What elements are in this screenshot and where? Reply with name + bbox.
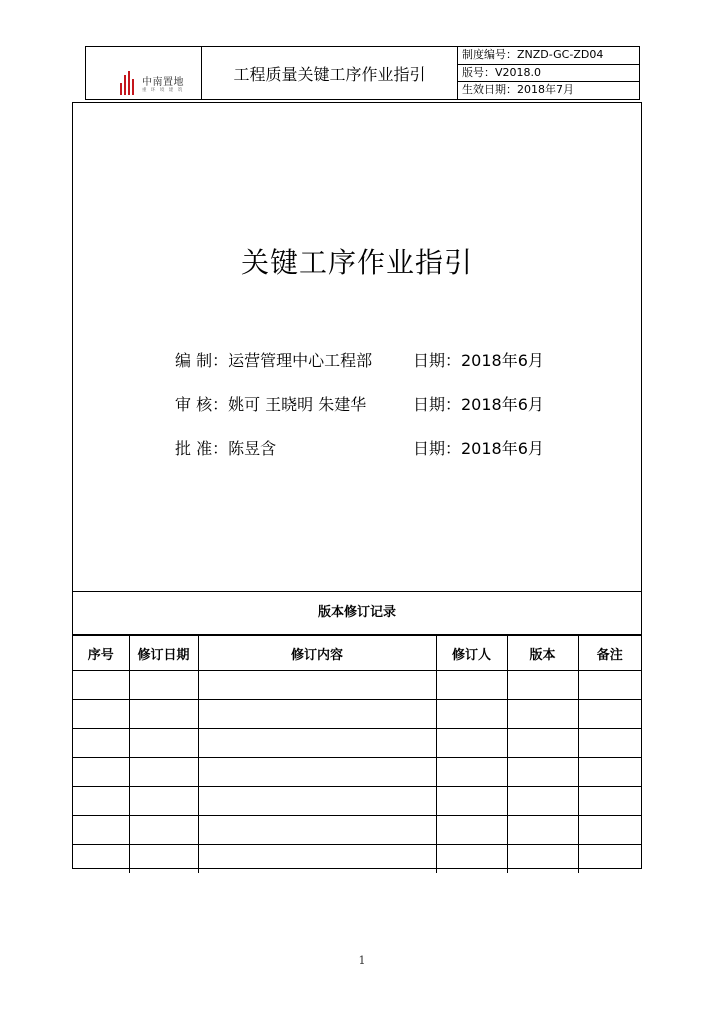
- effective-date: 生效日期：2018年7月: [462, 83, 574, 97]
- table-cell: [436, 700, 507, 729]
- page-number: 1: [358, 954, 366, 967]
- table-header-row: [73, 636, 641, 671]
- table-cell: [578, 729, 641, 758]
- col-reviser: 修订人: [436, 636, 507, 671]
- table-cell: [578, 700, 641, 729]
- table-cell: [198, 758, 436, 787]
- table-cell: [129, 671, 198, 700]
- document-title: 关键工序作业指引: [240, 246, 473, 279]
- table-cell: [129, 700, 198, 729]
- table-cell: [73, 816, 129, 845]
- table-cell: [129, 729, 198, 758]
- table-cell: [578, 845, 641, 874]
- header-meta: [458, 47, 639, 99]
- table-cell: [198, 787, 436, 816]
- header-title: 工程质量关键工序作业指引: [202, 47, 458, 99]
- table-cell: [436, 671, 507, 700]
- table-cell: [129, 787, 198, 816]
- table-cell: [129, 816, 198, 845]
- table-cell: [73, 729, 129, 758]
- table-cell: [129, 845, 198, 874]
- table-cell: [198, 671, 436, 700]
- table-cell: [73, 787, 129, 816]
- doc-code: 制度编号：ZNZD-GC-ZD04: [458, 47, 639, 65]
- table-cell: [578, 787, 641, 816]
- signature-approver: 批 准：陈昱含: [175, 439, 277, 458]
- col-seq: 序号: [73, 636, 129, 671]
- table-cell: [436, 845, 507, 874]
- table-cell: [507, 787, 578, 816]
- table-cell: [198, 700, 436, 729]
- table-cell: [73, 700, 129, 729]
- company-logo: [86, 47, 202, 99]
- revision-table: [73, 635, 641, 873]
- table-cell: [129, 758, 198, 787]
- table-cell: [507, 816, 578, 845]
- logo-text: 中南置地: [142, 77, 184, 88]
- table-cell: [436, 729, 507, 758]
- table-row: [73, 816, 641, 845]
- logo-subtext: 重 环 境 建 筑: [142, 88, 184, 93]
- table-cell: [436, 816, 507, 845]
- signature-compiler-date: 日期：2018年6月: [413, 351, 544, 370]
- table-row: [73, 845, 641, 874]
- table-cell: [198, 845, 436, 874]
- table-cell: [198, 816, 436, 845]
- col-version: 版本: [507, 636, 578, 671]
- table-row: [73, 729, 641, 758]
- table-cell: [436, 758, 507, 787]
- table-cell: [507, 729, 578, 758]
- table-cell: [578, 758, 641, 787]
- table-cell: [198, 729, 436, 758]
- col-date: 修订日期: [129, 636, 198, 671]
- table-cell: [507, 671, 578, 700]
- main-frame: [72, 102, 642, 869]
- document-header: [85, 46, 640, 100]
- table-cell: [507, 700, 578, 729]
- table-row: [73, 787, 641, 816]
- signature-compiler: 编 制：运营管理中心工程部: [175, 351, 373, 370]
- table-cell: [507, 845, 578, 874]
- signature-reviewer-date: 日期：2018年6月: [413, 395, 544, 414]
- table-cell: [578, 816, 641, 845]
- logo-bars-icon: [120, 71, 136, 95]
- col-remarks: 备注: [578, 636, 641, 671]
- table-cell: [507, 758, 578, 787]
- table-cell: [73, 845, 129, 874]
- revision-record: [73, 591, 641, 873]
- table-row: [73, 758, 641, 787]
- col-content: 修订内容: [198, 636, 436, 671]
- signature-approver-date: 日期：2018年6月: [413, 439, 544, 458]
- table-cell: [578, 671, 641, 700]
- revision-title: 版本修订记录: [73, 592, 641, 635]
- table-cell: [73, 758, 129, 787]
- doc-version: 版号：V2018.0: [458, 65, 639, 83]
- table-row: [73, 700, 641, 729]
- table-row: [73, 671, 641, 700]
- table-cell: [436, 787, 507, 816]
- table-cell: [73, 671, 129, 700]
- signature-reviewer: 审 核：姚可 王晓明 朱建华: [175, 395, 367, 414]
